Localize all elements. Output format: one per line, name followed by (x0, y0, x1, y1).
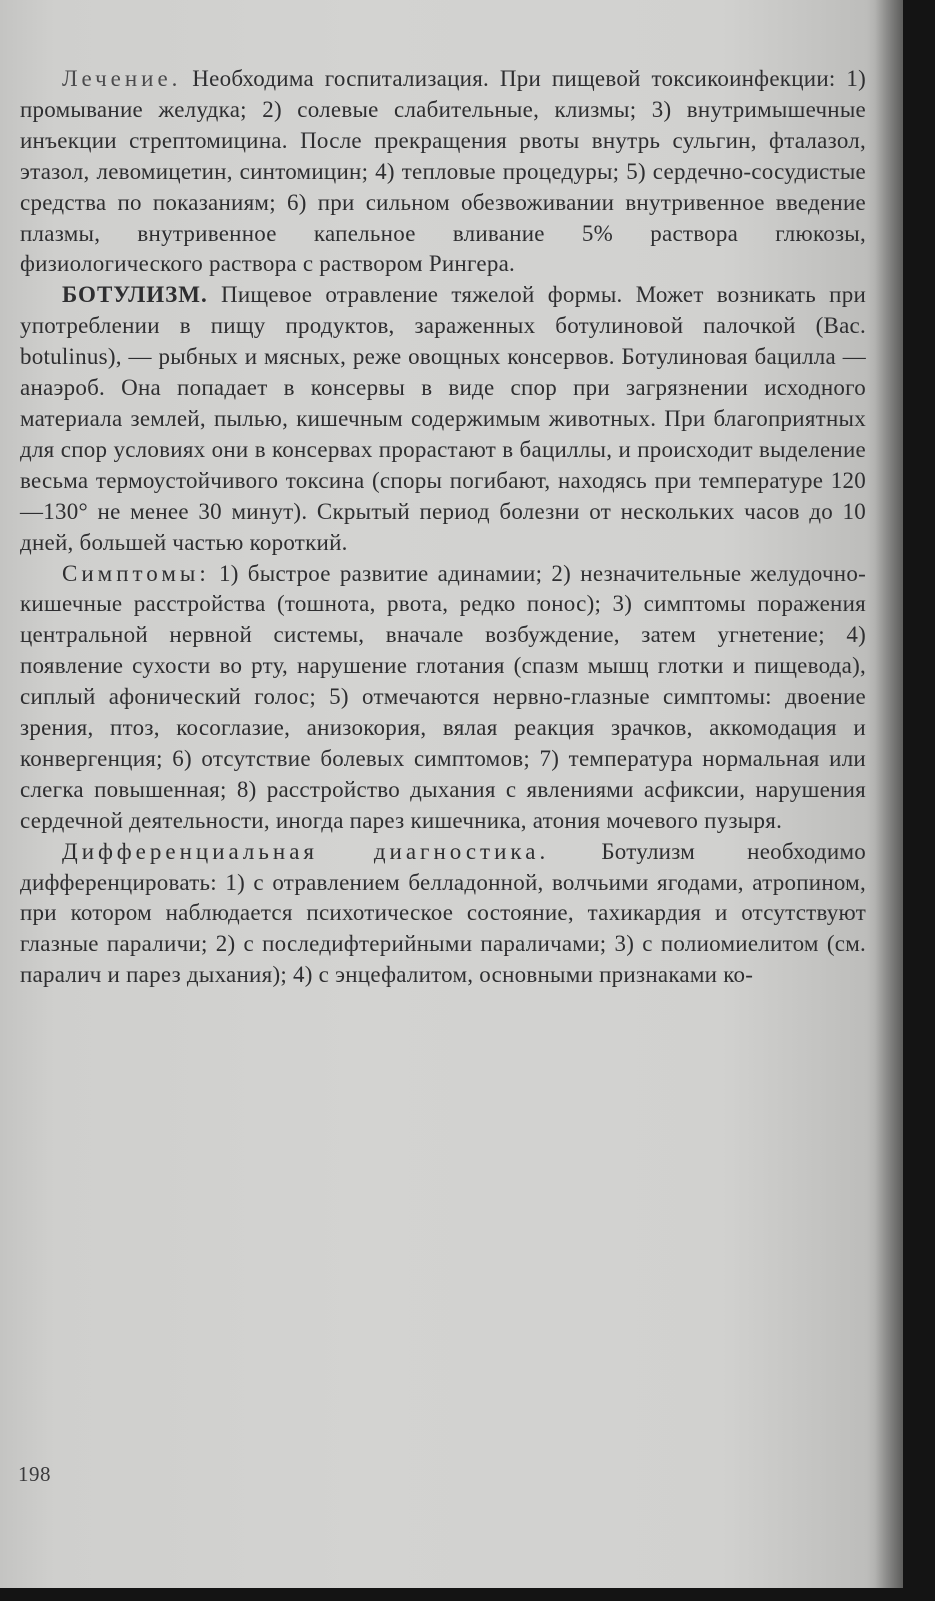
paragraph-lead-differential: Дифференциальная диагностика. (62, 838, 550, 864)
paragraph-symptoms (20, 559, 866, 837)
paragraph-text-treatment: Необходима госпитализация. При пищевой токсикоинфекции: 1) промывание желудка; 2) солевые слабительные, клизмы; 3) внутримышечные инъекции стрептомицина. После прекращения рвоты внутрь сульгин, фталазол, этазол, левомицетин, синтомицин; 4) тепловые процедуры; 5) сердечно-сосудистые средства по показаниям; 6) при сильном обезвоживании внутривенное введение плазмы, внутривенное капельное вливание 5% раствора глюкозы, физиологического раствора с раствором Рингера. (20, 66, 867, 277)
paragraph-lead-treatment: Лечение. (62, 66, 182, 91)
paragraph-botulism (20, 280, 866, 558)
paragraph-differential (20, 837, 866, 992)
paragraph-text-symptoms: 1) быстрое развитие адинамии; 2) незначительные желудочно-кишечные расстройства (тошнота, рвота, редко понос); 3) симптомы поражения центральной нервной системы, вначале возбуждение, затем угнетение; 4) появление сухости во рту, нарушение глотания (спазм мышц глотки и пищевода), сиплый афонический голос; 5) отмечаются нервно-глазные симптомы: двоение зрения, птоз, косоглазие, анизокория, вялая реакция зрачков, аккомодация и конвергенция; 6) отсутствие болевых симптомов; 7) температура нормальная или слегка повышенная; 8) расстройство дыхания с явлениями асфиксии, нарушения сердечной деятельности, иногда парез кишечника, атония мочевого пузыря. (20, 560, 866, 833)
section-heading-botulism: БОТУЛИЗМ. (62, 282, 208, 308)
paragraph-text-differential: Ботулизм необходимо дифференцировать: 1) с отравлением белладонной, волчьими ягодами, атропином, при котором наблюдается психотическое состояние, тахикардия и отсутствуют глазные параличи; 2) с последифтерийными параличами; 3) с полиомиелитом (см. паралич и парез дыхания); 4) с энцефалитом, основными признаками ко- (20, 838, 867, 988)
paragraph-lead-symptoms: Симптомы: (62, 560, 210, 586)
page-number: 198 (18, 1462, 51, 1486)
paragraph-text-botulism: Пищевое отравление тяжелой формы. Может возникать при употреблении в пищу продуктов, зараженных ботулиновой палочкой (Bac. botulinus), — рыбных и мясных, реже овощных консервов. Ботулиновая бацилла — анаэроб. Она попадает в консервы в виде спор при загрязнении исходного материала землей, пылью, кишечным содержимым животных. При благоприятных для спор условиях они в консервах прорастают в бациллы, и происходит выделение весьма термоустойчивого токсина (споры погибают, находясь при температуре 120—130° не менее 30 минут). Скрытый период болезни от нескольких часов до 10 дней, большей частью короткий. (20, 282, 867, 555)
page-body (20, 64, 866, 991)
paragraph-treatment (20, 64, 866, 280)
